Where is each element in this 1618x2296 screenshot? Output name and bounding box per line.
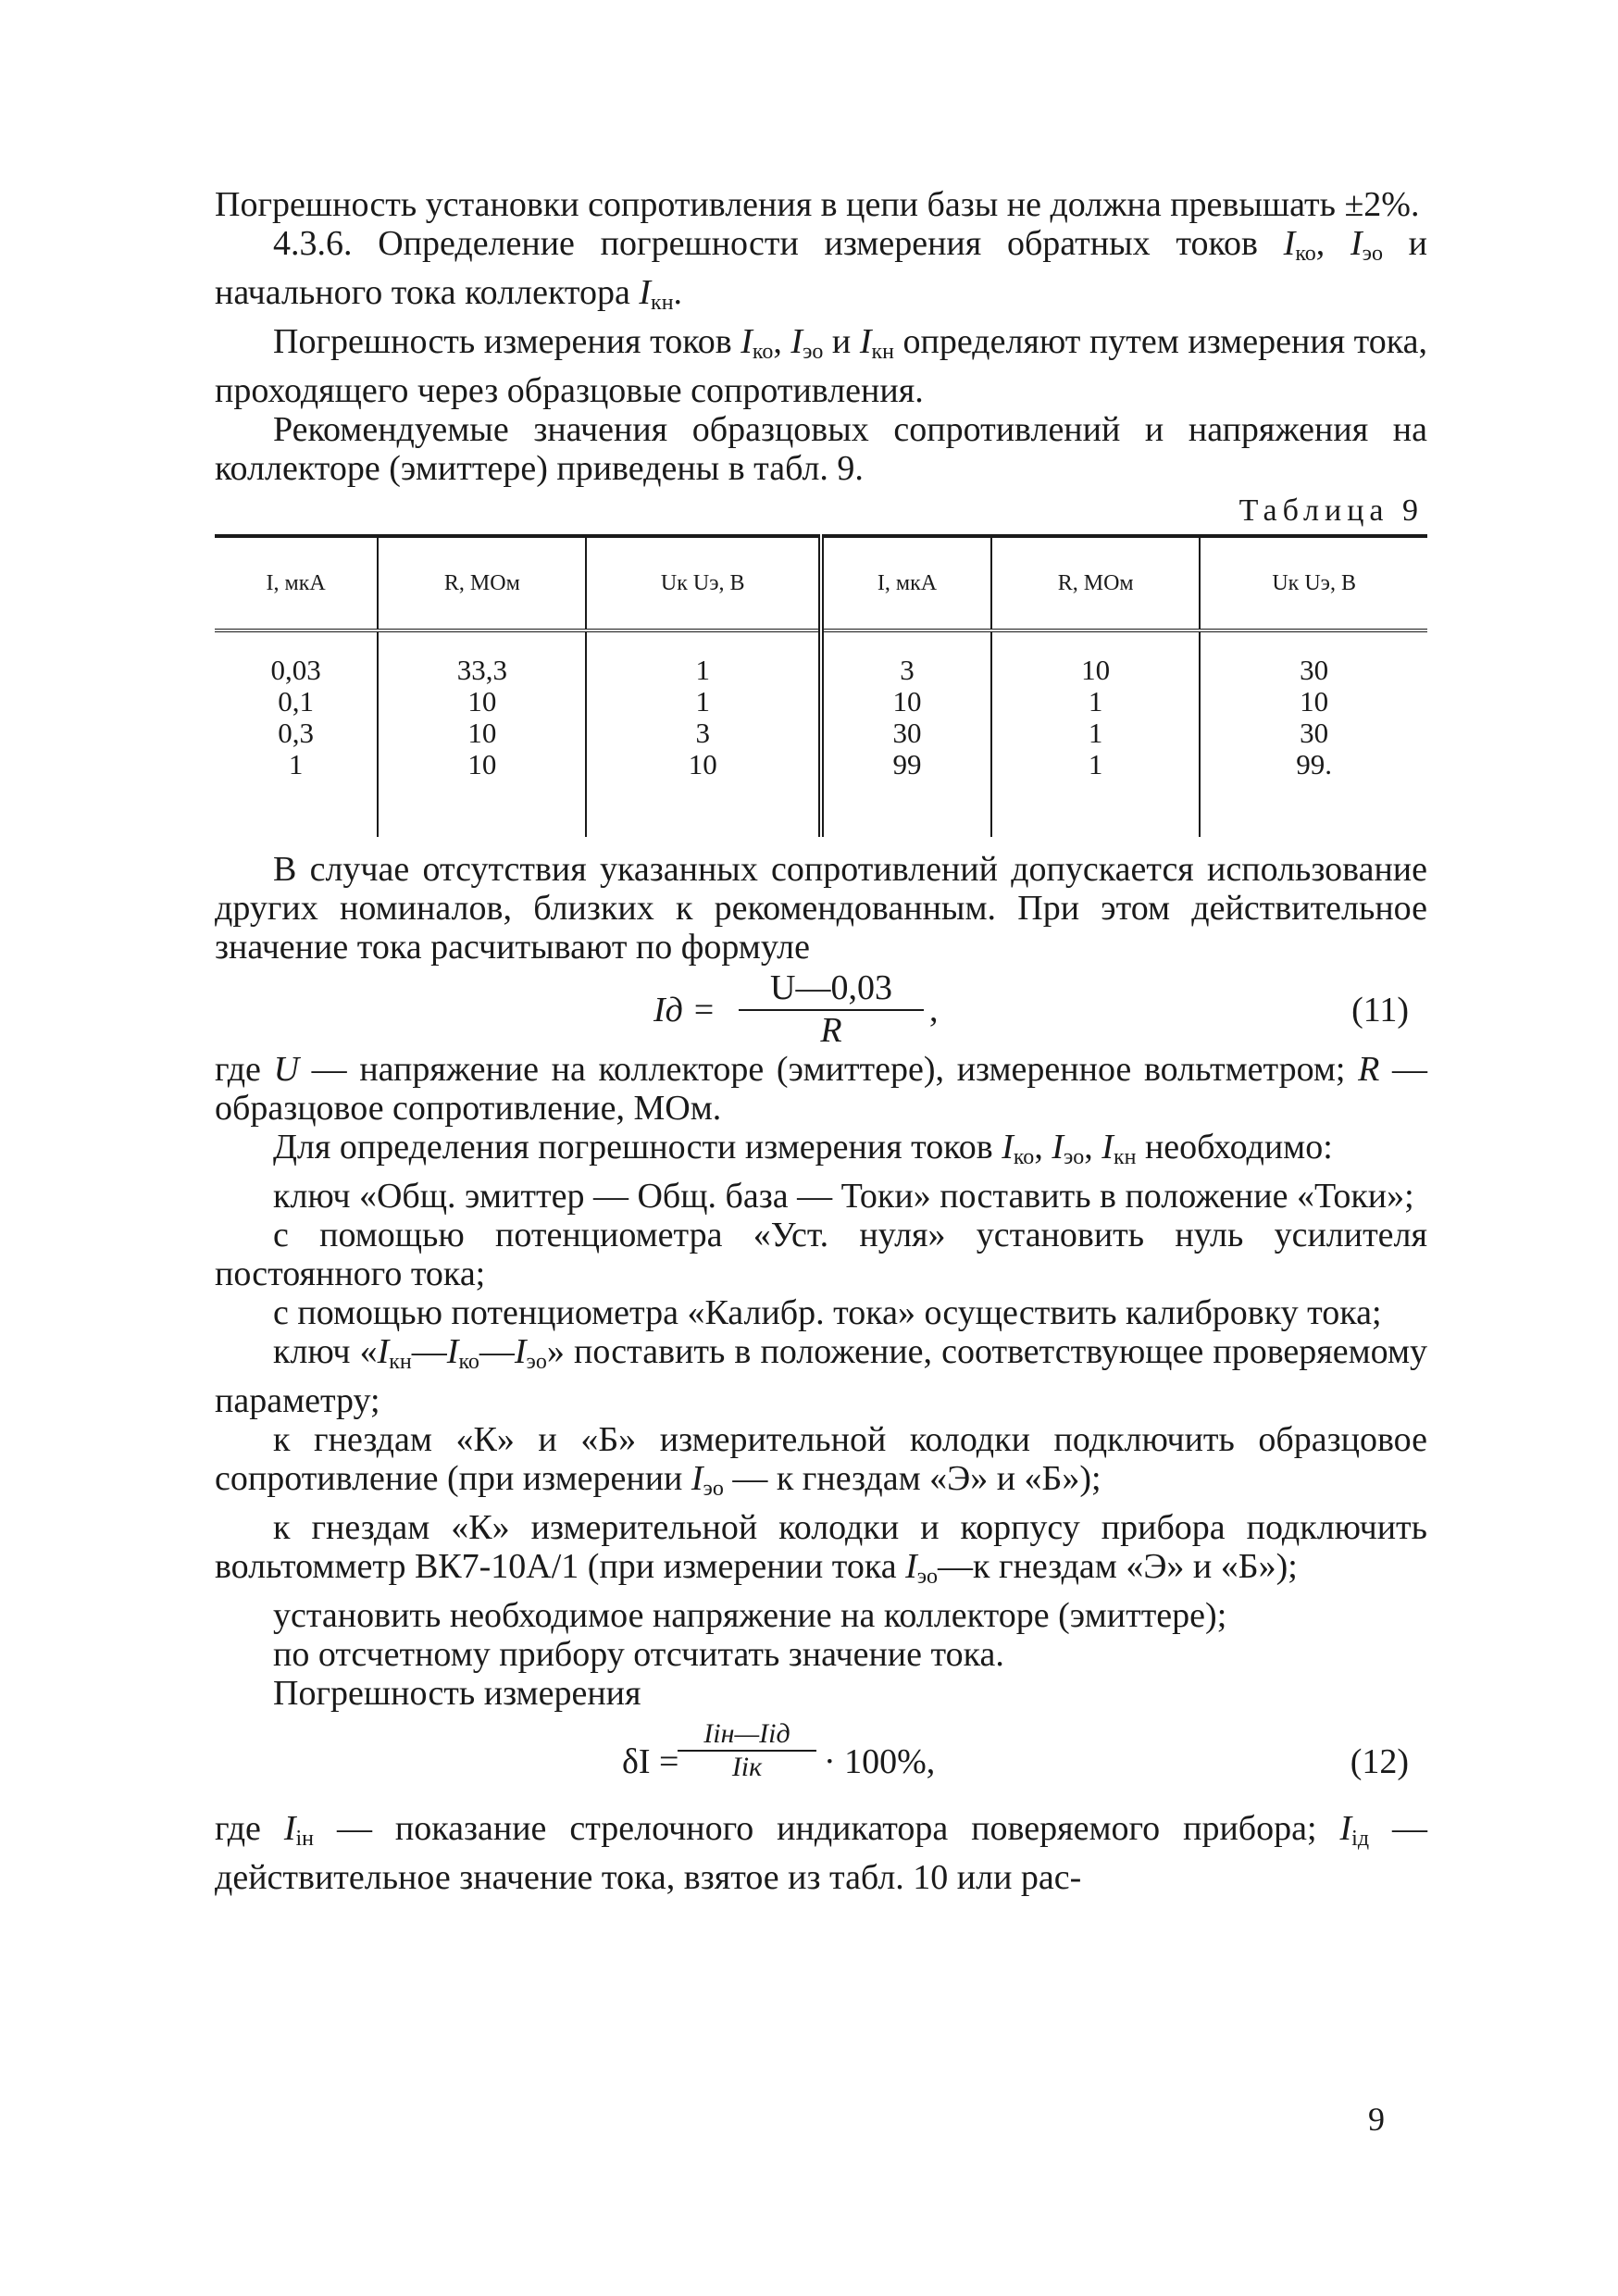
step-read-current: по отсчетному прибору отсчитать значение тока. (273, 1635, 1004, 1674)
table-cell: 33,3 10 10 10 (378, 630, 586, 837)
table-cell: 0,03 0,1 0,3 1 (270, 654, 321, 780)
step-switch-parameter: ключ «$I_{кн}—I_{ко}—I_{эо}$» поставить в положение, соответствующее проверяемому параметру; (215, 1332, 1427, 1420)
table-title: Таблица 9 (1238, 493, 1424, 528)
step-set-voltage: установить необходимое напряжение на коллекторе (эмиттере); (273, 1596, 1227, 1635)
paragraph-recommended-values: Рекомендуемые значения образцовых сопротивлений и напряжения на коллекторе (эмиттере) приведены в табл. 9. (215, 410, 1427, 488)
table-header: R, МОм (378, 536, 586, 630)
paragraph-alternative-resistors: В случае отсутствия указанных сопротивлений допускается использование других номиналов, близких к рекомендованным. При этом действительное значение тока расчитывают по формуле (215, 850, 1427, 967)
formula-12: δI = Iiн—Iiд Iiк · 100%, (12) (622, 1718, 1409, 1782)
page-number: 9 (1368, 2101, 1385, 2138)
paragraph-procedure-intro: Для определения погрешности измерения токов $I_{ко}$, $I_{эо}$, $I_{кн}$ необходимо: (273, 1128, 1333, 1169)
formula-fraction: $\frac{U—0,03}{R}$ (739, 968, 924, 1050)
table-header: I, мкА (821, 536, 991, 630)
table-row (215, 630, 1427, 837)
formula-number: (12) (1350, 1742, 1409, 1781)
paragraph-where-u: где U — напряжение на коллекторе (эмиттере), измеренное вольтметром; R — образцовое сопротивление, МОм. (215, 1050, 1428, 1128)
formula-11: Iд = $\frac{U—0,03}{R}$ , (11) (653, 968, 1409, 1050)
step-zero-set: с помощью потенциометра «Уст. нуля» установить нуль усилителя постоянного тока; (215, 1216, 1427, 1293)
formula-lhs: Iд = (653, 991, 716, 1029)
table-header: Uк Uэ, В (1200, 536, 1427, 630)
formula-number: (11) (1351, 991, 1409, 1029)
paragraph-section-4-3-6: 4.3.6. Определение погрешности измерения обратных токов $I_{ко}$, $I_{эо}$ и начального тока коллектора $I_{кн}$. (215, 224, 1428, 315)
paragraph-base-resistance: Погрешность установки сопротивления в цепи базы не должна превышать ±2%. (215, 185, 1420, 224)
step-connect-resistor: к гнездам «К» и «Б» измерительной колодки подключить образцовое сопротивление (при измерении $I_{эо}$ — к гнездам «Э» и «Б»); (215, 1420, 1427, 1501)
step-calibrate: с помощью потенциометра «Калибр. тока» осуществить калибровку тока; (273, 1293, 1382, 1332)
paragraph-error-method: Погрешность измерения токов $I_{ко}$, $I_{эо}$ и $I_{кн}$ определяют путем измерения тока, проходящего через образцовые сопротивления. (215, 322, 1428, 410)
formula-fraction: Iiн—Iiд Iiк (678, 1718, 816, 1783)
step-switch-currents: ключ «Общ. эмиттер — Общ. база — Токи» поставить в положение «Токи»; (273, 1177, 1414, 1216)
step-connect-voltmeter: к гнездам «К» измерительной колодки и корпусу прибора подключить вольтомметр ВК7-10А/1 (при измерении тока $I_{эо}—к$ гнездам «Э» и «Б»); (215, 1508, 1427, 1589)
table-header: I, мкА (215, 536, 378, 630)
table-cell: 1 1 3 10 (586, 630, 821, 837)
table-header: Uк Uэ, В (586, 536, 821, 630)
paragraph-where-iin: где $I_{iн}$ — показание стрелочного индикатора поверяемого прибора; $I_{iд}$ — действительное значение тока, взятое из табл. 10 или рас- (215, 1809, 1427, 1897)
paragraph-measurement-error: Погрешность измерения (273, 1674, 641, 1713)
table-9 (215, 534, 1427, 837)
table-cell: 30 10 30 99. (1200, 630, 1427, 837)
document-page (215, 185, 1427, 1897)
table-cell: 3 10 30 99 (821, 630, 991, 837)
table-cell: 10 1 1 1 (991, 630, 1200, 837)
table-header: R, МОм (991, 536, 1200, 630)
formula-lhs: δI = (622, 1742, 679, 1781)
